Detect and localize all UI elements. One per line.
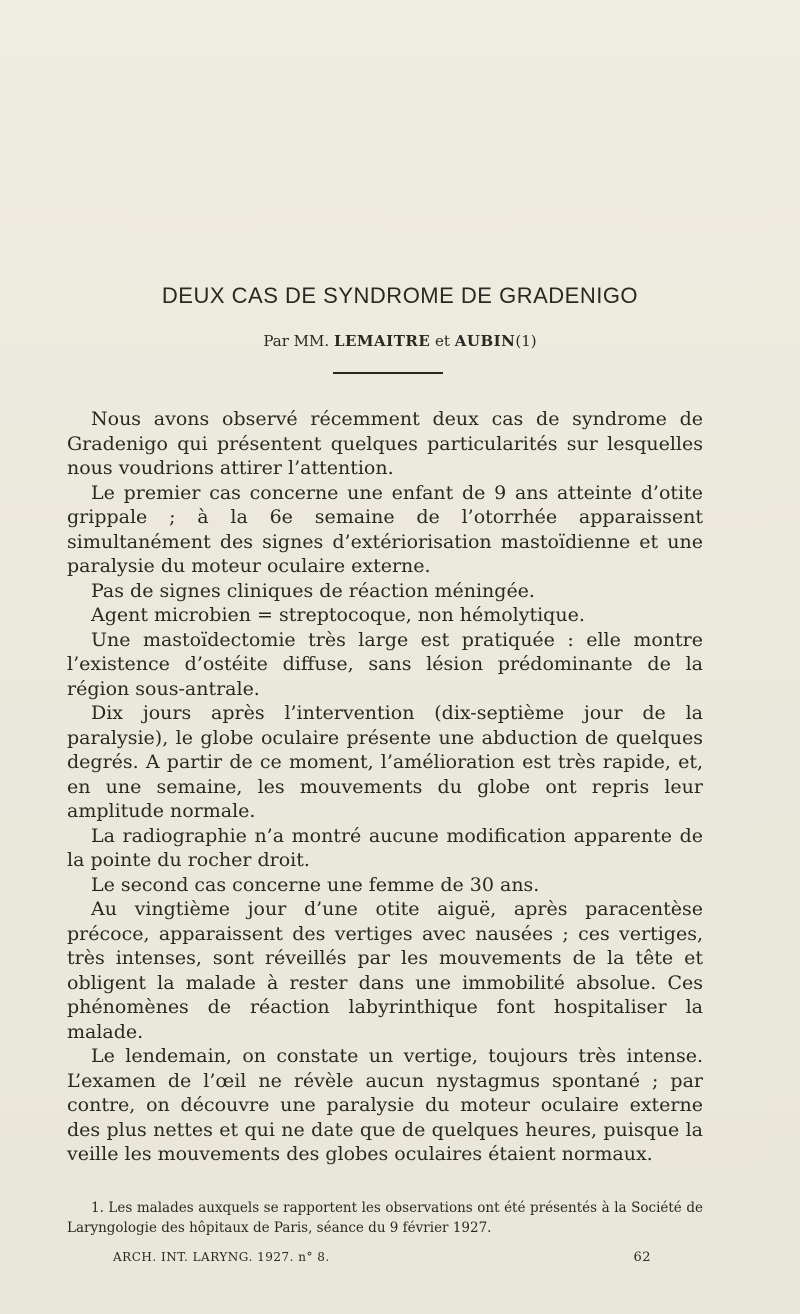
byline-prefix: Par MM.: [263, 332, 330, 350]
article-body: [67, 407, 703, 1167]
paragraph: Le lendemain, on constate un vertige, toujours très intense. L’examen de l’œil ne révèle aucun nystagmus spontané ; par contre, on découvre une paralysie du moteur oculaire externe des plus nettes et qui ne date que de quelques heures, puisque la veille les mouvements des globes oculaires étaient normaux.: [67, 1045, 703, 1165]
paragraph: Le premier cas concerne une enfant de 9 ans atteinte d’otite grippale ; à la 6e semaine de l’otorrhée apparaissent simultanément des signes d’extériorisation mastoïdienne et une paralysie du moteur oculaire externe.: [67, 481, 703, 577]
paragraph: La radiographie n’a montré aucune modification apparente de la pointe du rocher droit.: [67, 824, 703, 871]
byline-conjunction: et: [435, 332, 450, 350]
article-title: DEUX CAS DE SYNDROME DE GRADENIGO: [161, 283, 639, 308]
paragraph: Nous avons observé récemment deux cas de syndrome de Gradenigo qui présentent quelques particularités sur lesquelles nous voudrions attirer l’attention.: [67, 408, 703, 479]
title-divider: [333, 372, 443, 374]
paragraph: Agent microbien = streptocoque, non hémolytique.: [91, 604, 585, 626]
byline: [0, 332, 800, 350]
page-number: 62: [633, 1250, 651, 1265]
footnote-marker: (1): [515, 332, 537, 350]
author-lemaitre: LEMAITRE: [333, 332, 431, 350]
paragraph: Une mastoïdectomie très large est pratiquée : elle montre l’existence d’ostéite diffuse, sans lésion prédominante de la région sous-antrale.: [67, 628, 703, 700]
footnote: 1. Les malades auxquels se rapportent les observations ont été présentés à la Société de Laryngologie des hôpitaux de Paris, séance du 9 février 1927.: [67, 1200, 703, 1236]
journal-reference: ARCH. INT. LARYNG. 1927. n° 8.: [113, 1250, 330, 1264]
paragraph: Le second cas concerne une femme de 30 ans.: [91, 873, 540, 896]
author-aubin: AUBIN: [454, 332, 516, 350]
paragraph: Dix jours après l’intervention (dix-septième jour de la paralysie), le globe oculaire présente une abduction de quelques degrés. A partir de ce moment, l’amélioration est très rapide, et, en une semaine, les mouvements du globe ont repris leur amplitude normale.: [67, 702, 703, 822]
paragraph: Au vingtième jour d’une otite aiguë, après paracentèse précoce, apparaissent des vertiges avec nausées ; ces vertiges, très intenses, sont réveillés par les mouvements de la tête et obligent la malade à rester dans une immobilité absolue. Ces phénomènes de réaction labyrinthique font hospitaliser la malade.: [67, 898, 703, 1043]
paragraph: Pas de signes cliniques de réaction méningée.: [91, 579, 535, 602]
